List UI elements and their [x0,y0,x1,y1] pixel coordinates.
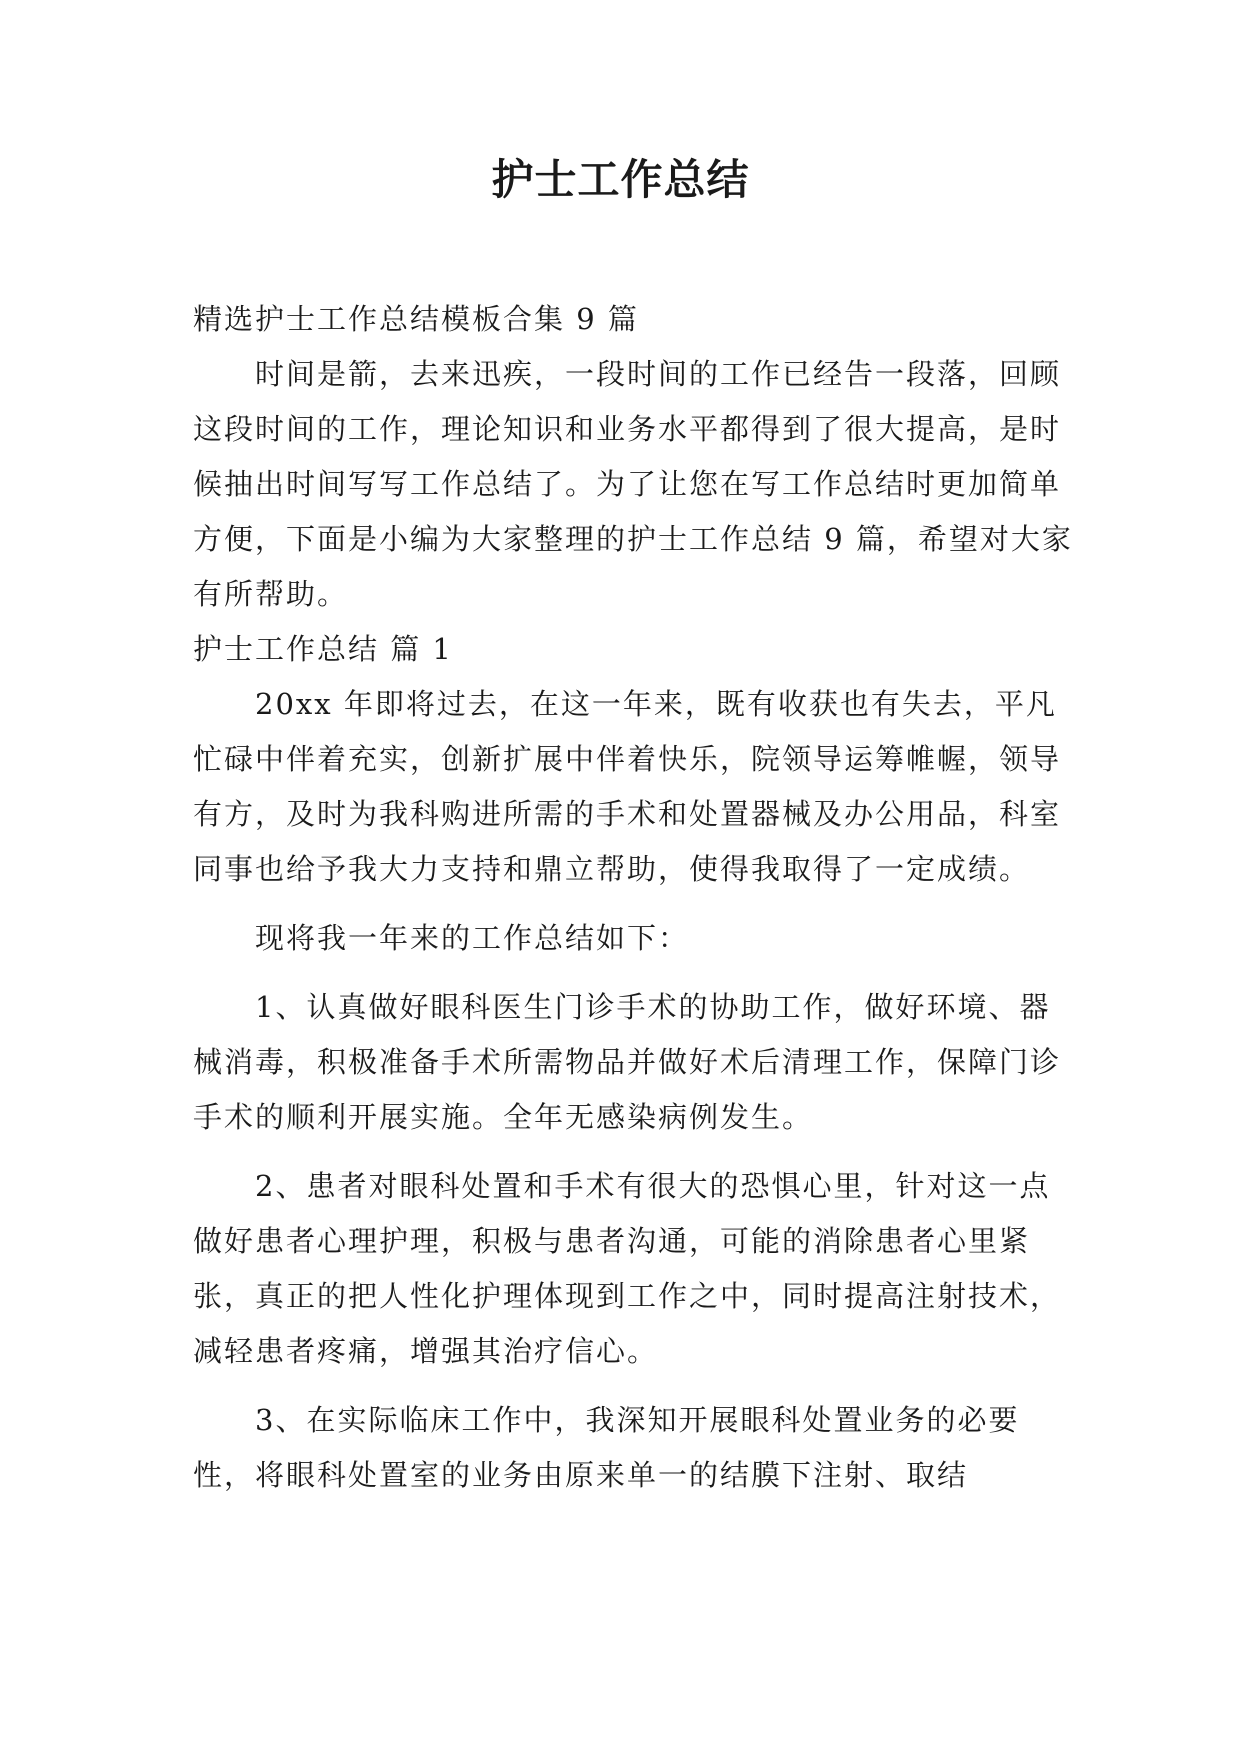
page-title: 护士工作总结 [491,155,750,204]
body-paragraph: 1、认真做好眼科医生门诊手术的协助工作，做好环境、器械消毒，积极准备手术所需物品并做好术后清理工作，保障门诊手术的顺利开展实施。全年无感染病例发生。 [193,990,1062,1134]
document-body [193,292,1073,1503]
document-subtitle: 精选护士工作总结模板合集 9 篇 [193,302,639,336]
body-paragraph: 3、在实际临床工作中，我深知开展眼科处置业务的必要性，将眼科处置室的业务由原来单一的结膜下注射、取结 [193,1403,1020,1492]
section-heading: 护士工作总结 篇 1 [193,632,453,666]
body-paragraph: 20xx 年即将过去，在这一年来，既有收获也有失去，平凡忙碌中伴着充实，创新扩展中伴着快乐，院领导运筹帷幄，领导有方，及时为我科购进所需的手术和处置器械及办公用品，科室同事也给予我大力支持和鼎立帮助，使得我取得了一定成绩。 [193,687,1062,886]
body-paragraph: 2、患者对眼科处置和手术有很大的恐惧心里，针对这一点做好患者心理护理，积极与患者沟通，可能的消除患者心里紧张，真正的把人性化护理体现到工作之中，同时提高注射技术，减轻患者疼痛，增强其治疗信心。 [193,1169,1062,1368]
body-paragraph: 现将我一年来的工作总结如下： [255,921,690,955]
intro-paragraph: 时间是箭，去来迅疾，一段时间的工作已经告一段落，回顾这段时间的工作，理论知识和业务水平都得到了很大提高，是时候抽出时间写写工作总结了。为了让您在写工作总结时更加简单方便，下面是小编为大家整理的护士工作总结 9 篇，希望对大家有所帮助。 [193,357,1073,611]
